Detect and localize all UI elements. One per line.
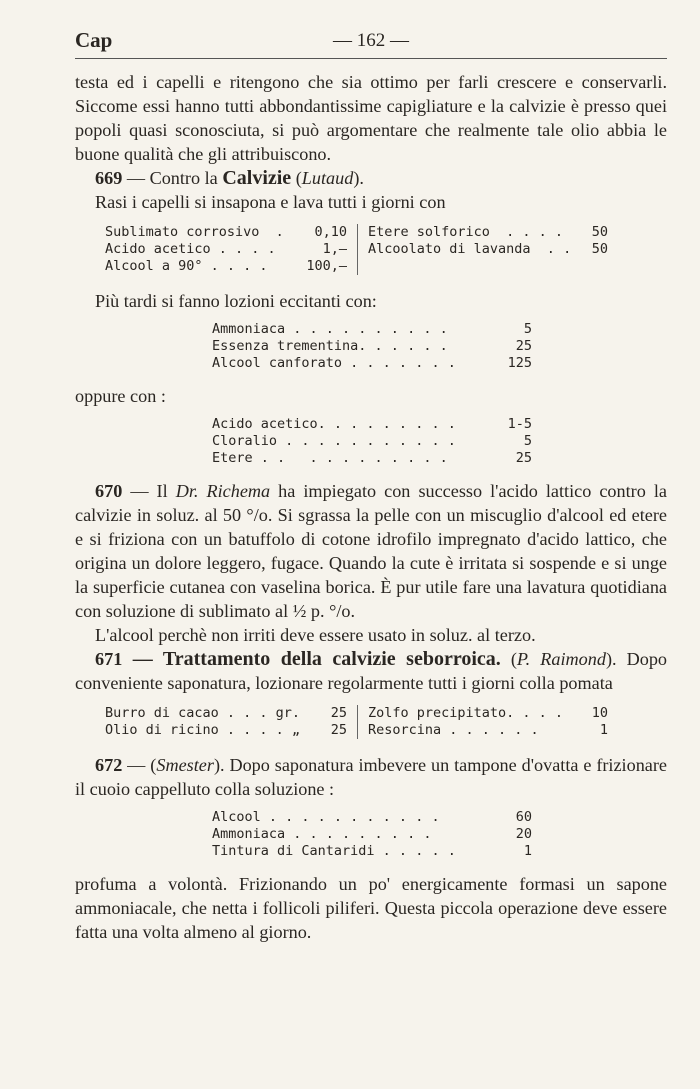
header-rule: [75, 58, 667, 59]
recipe-669-left-col: [105, 224, 358, 275]
ingredient-name: Burro di cacao . . . gr.: [105, 705, 301, 721]
recipe-row: [105, 224, 347, 241]
ingredient-qty: 60: [515, 809, 532, 825]
entry-669-oppure: oppure con :: [75, 386, 166, 406]
ingredient-qty: 50: [591, 224, 608, 240]
entry-669-dash: — Contro la: [122, 168, 223, 188]
ingredient-name: Acido acetico . . . .: [105, 241, 276, 257]
ingredient-qty: 25: [515, 450, 532, 466]
entry-669-later: Più tardi si fanno lozioni eccitanti con:: [95, 291, 377, 311]
ingredient-name: Olio di ricino . . . . „: [105, 722, 301, 738]
recipe-669-alternative: [212, 416, 532, 467]
entry-669-number: 669: [95, 168, 123, 188]
entry-669-paren-close: ).: [353, 168, 364, 188]
recipe-row: [212, 450, 532, 467]
ingredient-qty: 0,10: [314, 224, 347, 240]
ingredient-qty: 1: [599, 722, 608, 738]
recipe-row: [212, 355, 532, 372]
entry-670-paragraph: [75, 479, 667, 623]
ingredient-qty: 5: [523, 321, 532, 337]
ingredient-name: Alcool canforato . . . . . . .: [212, 355, 456, 371]
recipe-671-table: [105, 705, 667, 739]
ingredient-qty: 10: [591, 705, 608, 721]
page: [75, 0, 667, 944]
page-body: [75, 70, 667, 944]
recipe-669-right-col: [358, 224, 608, 275]
ingredient-name: Acido acetico. . . . . . . . .: [212, 416, 456, 432]
ingredient-name: Sublimato corrosivo .: [105, 224, 284, 240]
ingredient-name: Tintura di Cantaridi . . . . .: [212, 843, 456, 859]
entry-672-number: 672: [95, 755, 123, 775]
entry-669-heading: [75, 166, 667, 190]
ingredient-name: Cloralio . . . . . . . . . . .: [212, 433, 456, 449]
entry-672-pre: — (: [122, 755, 157, 775]
recipe-row: [368, 722, 608, 739]
recipe-row: [105, 722, 347, 739]
entry-671-paragraph: [75, 647, 667, 695]
ingredient-qty: 25: [330, 705, 347, 721]
entry-670-pre: — Il: [122, 481, 176, 501]
entry-671-number: 671: [95, 649, 123, 669]
recipe-row: [105, 258, 347, 275]
entry-670-text2: L'alcool perchè non irriti deve essere usato in soluz. al terzo.: [95, 625, 536, 645]
ingredient-qty: 5: [523, 433, 532, 449]
entry-670-author: Dr. Richema: [175, 481, 271, 501]
recipe-672-solution: [212, 809, 532, 860]
recipe-row: [212, 809, 532, 826]
ingredient-name: Etere . . . . . . . . . . .: [212, 450, 448, 466]
recipe-669-table: [105, 224, 667, 275]
ingredient-qty: 1,—: [322, 241, 347, 257]
recipe-row: [368, 241, 608, 258]
running-header: [75, 0, 667, 70]
ingredient-name: Zolfo precipitato. . . .: [368, 705, 564, 721]
entry-669-paren-open: (: [291, 168, 302, 188]
ingredient-name: Ammoniaca . . . . . . . . .: [212, 826, 432, 842]
page-number: — 162 —: [333, 30, 409, 51]
ingredient-qty: 125: [507, 355, 532, 371]
ingredient-qty: 25: [515, 338, 532, 354]
ingredient-qty: 100,—: [306, 258, 347, 274]
recipe-671-right-col: [358, 705, 608, 739]
ingredient-name: Etere solforico . . . .: [368, 224, 564, 240]
ingredient-name: Alcoolato di lavanda . .: [368, 241, 572, 257]
ingredient-name: Alcool a 90° . . . .: [105, 258, 268, 274]
ingredient-name: Ammoniaca . . . . . . . . . .: [212, 321, 448, 337]
entry-669-title: Calvizie: [222, 167, 292, 189]
recipe-671-left-col: [105, 705, 358, 739]
recipe-row: [212, 826, 532, 843]
recipe-row: [212, 433, 532, 450]
ingredient-qty: 1-5: [507, 416, 532, 432]
entry-671-author: P. Raimond: [516, 649, 606, 669]
entry-672-paragraph: [75, 753, 667, 801]
ingredient-name: Alcool . . . . . . . . . . .: [212, 809, 440, 825]
recipe-669-lotion: [212, 321, 532, 372]
recipe-row: [212, 338, 532, 355]
recipe-row: [105, 241, 347, 258]
ingredient-qty: 25: [330, 722, 347, 738]
header-keyword: Cap: [75, 28, 113, 52]
entry-669-line: Rasi i capelli si insapona e lava tutti i giorni con: [95, 192, 446, 212]
entry-672-text: ). Dopo saponatura imbevere un tampone d'ovatta e frizionare il cuoio cappelluto colla soluzione :: [75, 755, 667, 799]
ingredient-qty: 50: [591, 241, 608, 257]
entry-672-author: Smester: [156, 755, 214, 775]
entry-670-text: ha impiegato con successo l'acido lattico contro la calvizie in soluz. al 50 °/o. Si sgrassa la pelle con un miscuglio d'alcool ed etere e si friziona con un batuffolo di cotone idrofilo impregnato d'acido lattico, che origina un dolore leggero, fugace. Quando la cute è irritata si sospende e si unge la superficie cutanea con vaselina borica. È pur utile fare una lavatura quotidiana con soluzione di sublimato al ½ p. °/o.: [75, 481, 667, 621]
recipe-row: [105, 705, 347, 722]
ingredient-name: Essenza trementina. . . . . .: [212, 338, 448, 354]
ingredient-name: Resorcina . . . . . .: [368, 722, 539, 738]
entry-672-ending: profuma a volontà. Frizionando un po' energicamente formasi un sapone ammoniacale, che netta i follicoli piliferi. Questa piccola operazione deve essere fatta una volta almeno al giorno.: [75, 874, 667, 942]
recipe-row: [368, 705, 608, 722]
entry-671-paren-open: (: [500, 649, 517, 669]
entry-670-number: 670: [95, 481, 123, 501]
intro-paragraph: testa ed i capelli e ritengono che sia ottimo per farli crescere e conservarli. Siccome essi hanno tutti abbondantissime capigliature e la calvizie è presso quei popoli quasi sconosciuta, si può argomentare che realmente tale olio abbia le buone qualità che gli attribuiscono.: [75, 72, 667, 164]
entry-671-title: — Trattamento della calvizie seborroica.: [122, 648, 501, 670]
entry-671-text: Dopo conveniente saponatura, lozionare regolarmente tutti i giorni colla pomata: [75, 649, 668, 693]
ingredient-qty: 1: [523, 843, 532, 859]
recipe-row: [212, 321, 532, 338]
ingredient-qty: 20: [515, 826, 532, 842]
recipe-row: [368, 224, 608, 241]
recipe-row: [212, 843, 532, 860]
recipe-row: [212, 416, 532, 433]
entry-669-author: Lutaud: [301, 168, 354, 188]
entry-671-paren-close: ).: [605, 649, 617, 669]
